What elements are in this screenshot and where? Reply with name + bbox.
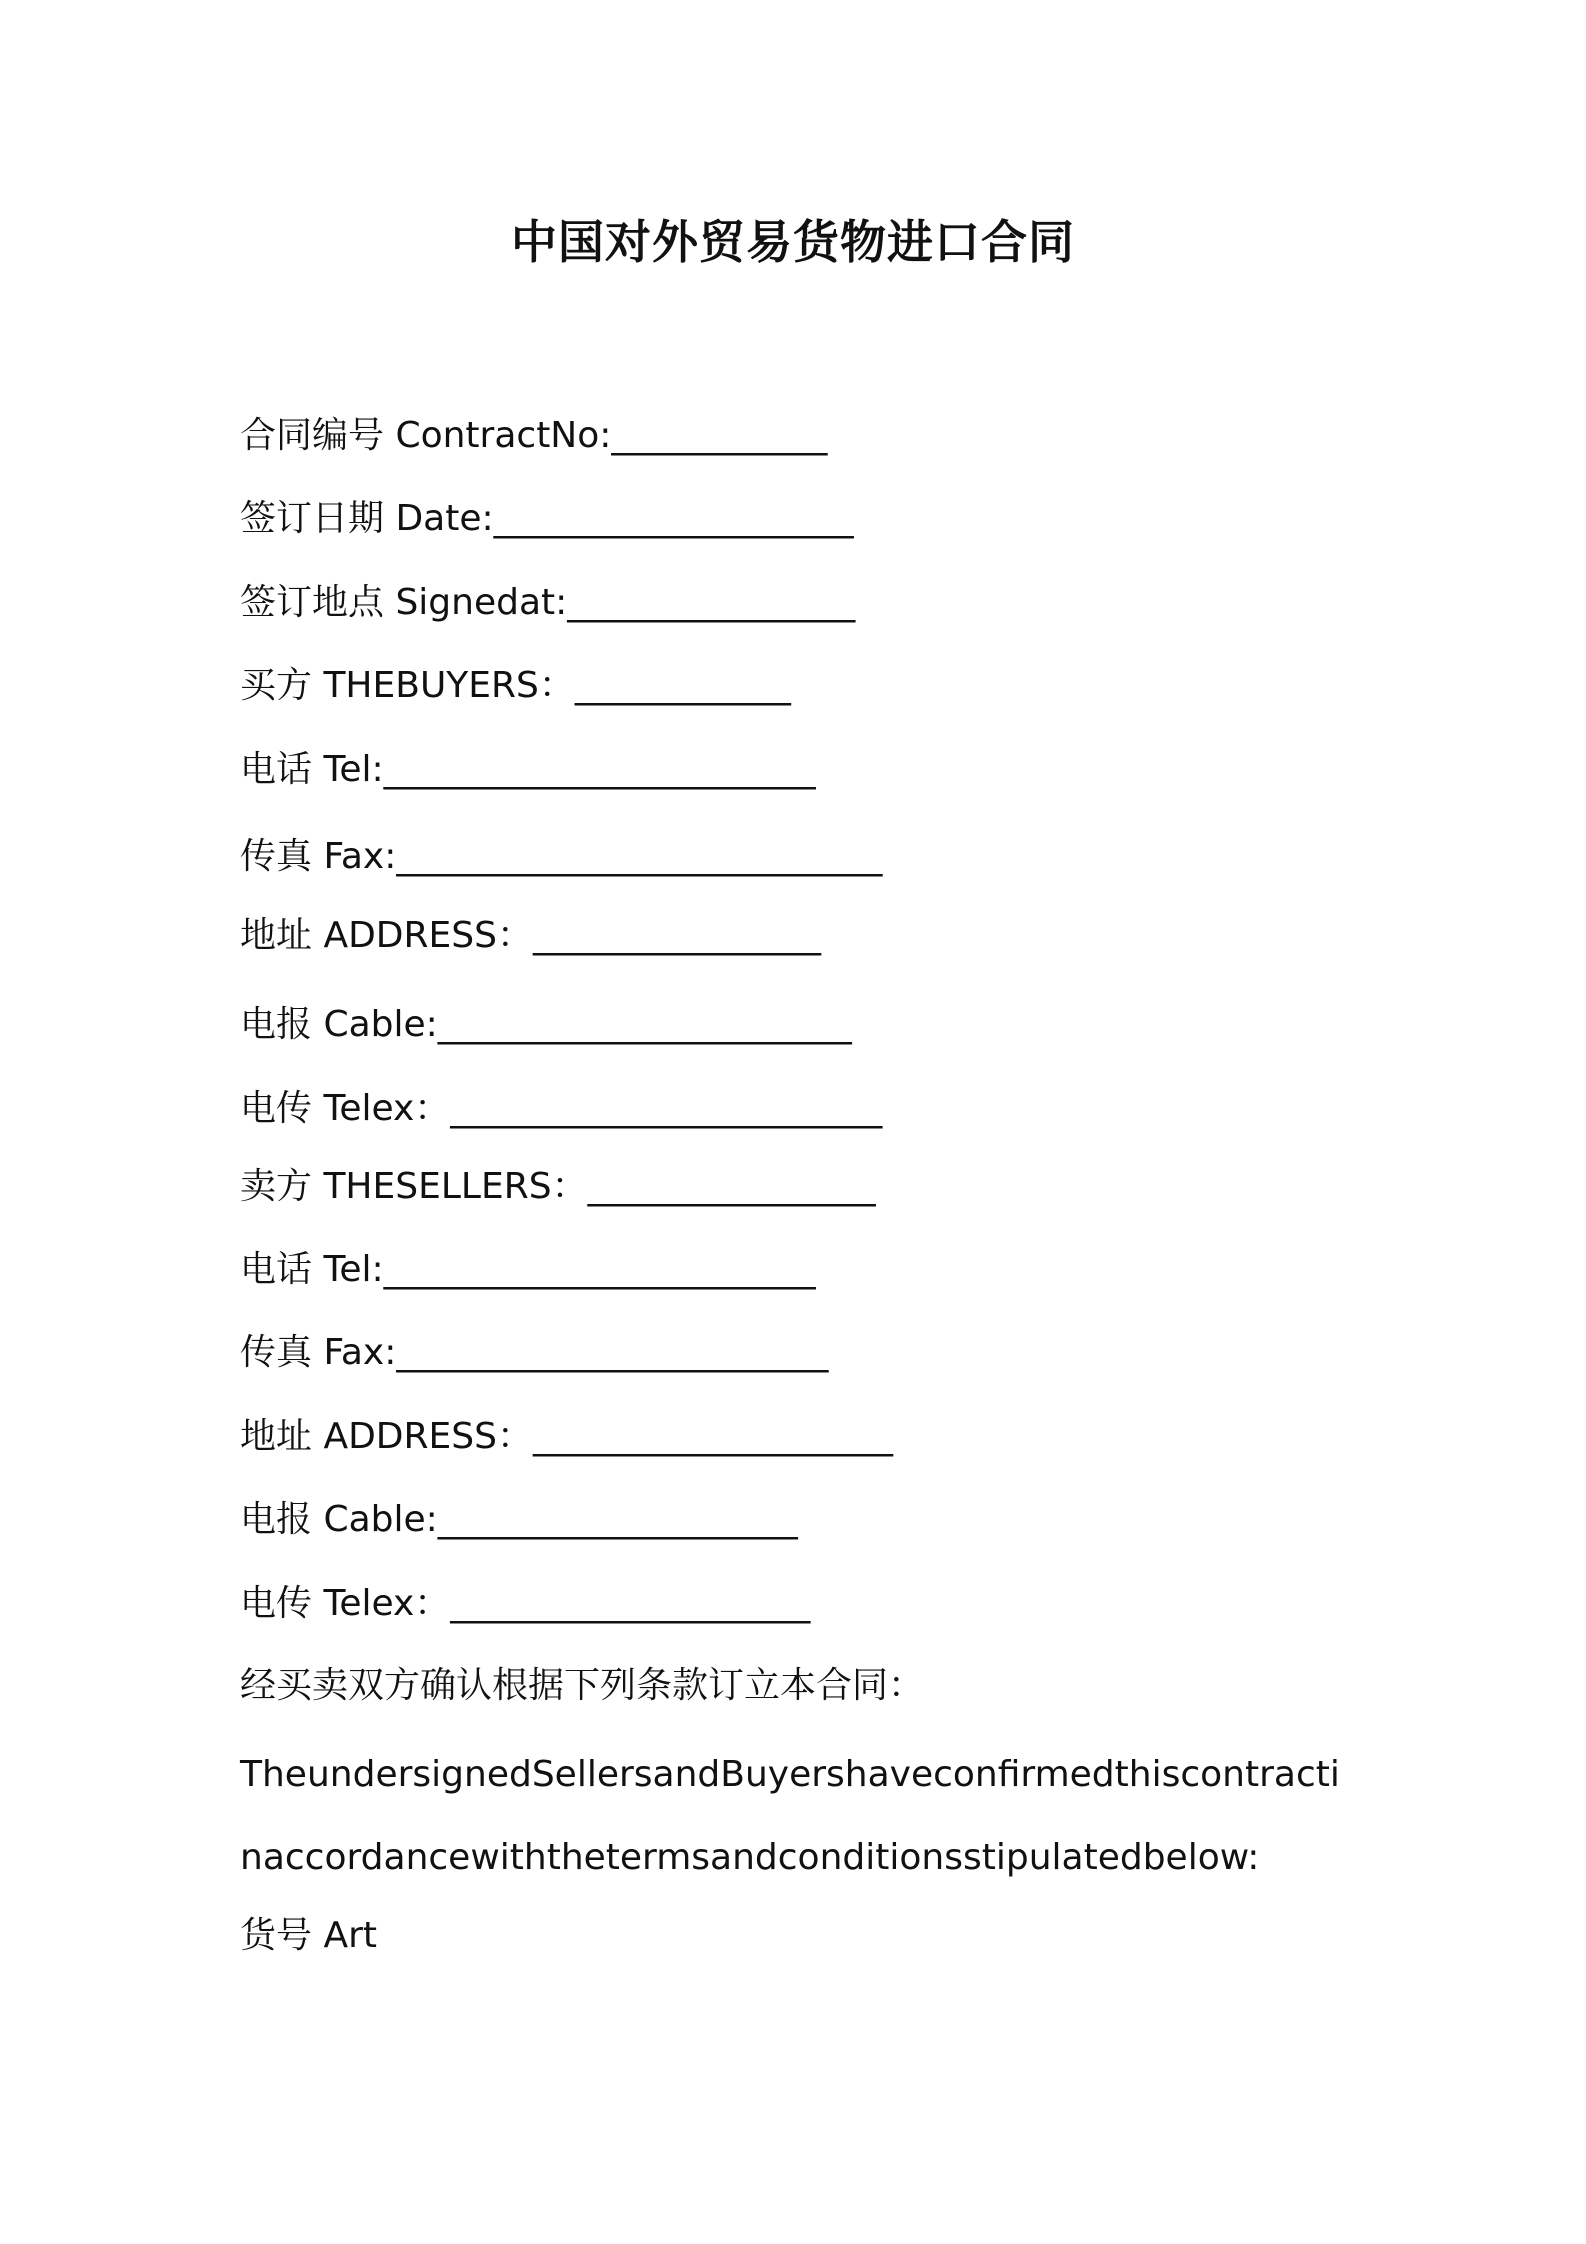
buyer-telex-line: 电传 Telex：________________________ [240,1088,883,1129]
document-title: 中国对外贸易货物进口合同 [511,215,1075,269]
contract-number-line: 合同编号 ContractNo:____________ [240,415,828,456]
seller-telex-line: 电传 Telex：____________________ [240,1583,811,1624]
buyer-address-line: 地址 ADDRESS：________________ [240,915,821,956]
agreement-statement-en-2: naccordancewiththetermsandconditionsstipulatedbelow: [240,1837,1260,1878]
buyer-cable-line: 电报 Cable:_______________________ [240,1004,852,1045]
seller-fax-line: 传真 Fax:________________________ [240,1332,829,1373]
signing-date-line: 签订日期 Date:____________________ [240,498,854,539]
buyer-tel-line: 电话 Tel:________________________ [240,749,816,790]
buyer-line: 买方 THEBUYERS：____________ [240,665,791,706]
seller-cable-line: 电报 Cable:____________________ [240,1499,798,1540]
signing-place-line: 签订地点 Signedat:________________ [240,582,856,623]
article-number-line: 货号 Art [240,1915,377,1956]
seller-address-line: 地址 ADDRESS：____________________ [240,1416,893,1457]
agreement-statement-cn: 经买卖双方确认根据下列条款订立本合同： [240,1665,925,1706]
agreement-statement-en-1: TheundersignedSellersandBuyershaveconfirmedthiscontracti [240,1754,1340,1795]
buyer-fax-line: 传真 Fax:___________________________ [240,836,883,877]
seller-line: 卖方 THESELLERS：________________ [240,1166,876,1207]
seller-tel-line: 电话 Tel:________________________ [240,1249,816,1290]
